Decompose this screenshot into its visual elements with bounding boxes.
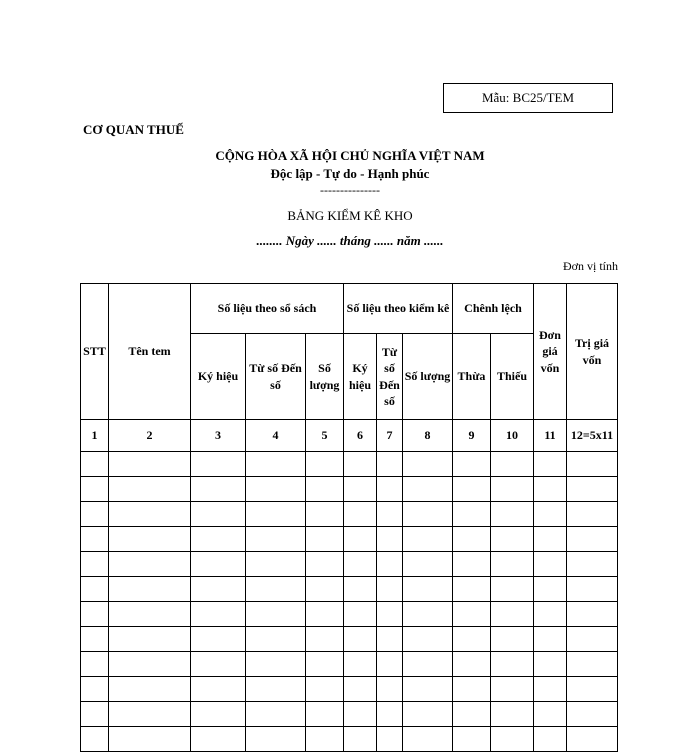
table-row <box>81 477 618 502</box>
table-cell <box>567 627 618 652</box>
motto: Độc lập - Tự do - Hạnh phúc <box>270 166 430 181</box>
header-row-1 <box>81 284 618 334</box>
table-cell <box>81 627 109 652</box>
table-cell <box>191 627 246 652</box>
table-cell <box>534 702 567 727</box>
table-cell <box>81 702 109 727</box>
table-cell <box>344 527 377 552</box>
empty-rows <box>81 452 618 752</box>
table-cell <box>246 677 306 702</box>
table-cell <box>246 627 306 652</box>
table-cell <box>453 452 491 477</box>
nation-title: CỘNG HÒA XÃ HỘI CHỦ NGHĨA VIỆT NAM <box>215 148 485 163</box>
table-cell <box>344 727 377 752</box>
table-cell <box>491 552 534 577</box>
table-row <box>81 627 618 652</box>
table-cell <box>306 627 344 652</box>
table-cell <box>109 677 191 702</box>
column-number: 3 <box>191 420 246 452</box>
books-symbol-header: Ký hiệu <box>191 334 246 420</box>
table-row <box>81 502 618 527</box>
form-code-box <box>443 83 613 113</box>
table-cell <box>344 452 377 477</box>
table-cell <box>109 527 191 552</box>
table-cell <box>403 702 453 727</box>
table-cell <box>109 602 191 627</box>
books-group-header: Số liệu theo sổ sách <box>191 284 344 334</box>
table-cell <box>377 477 403 502</box>
table-cell <box>109 702 191 727</box>
surplus-header: Thừa <box>453 334 491 420</box>
table-cell <box>403 502 453 527</box>
table-cell <box>246 577 306 602</box>
table-cell <box>81 502 109 527</box>
column-number: 9 <box>453 420 491 452</box>
shortage-header: Thiếu <box>491 334 534 420</box>
table-cell <box>191 452 246 477</box>
table-cell <box>81 477 109 502</box>
table-cell <box>377 552 403 577</box>
table-cell <box>81 677 109 702</box>
table-cell <box>491 627 534 652</box>
date-line: ........ Ngày ...... tháng ...... năm ...... <box>256 233 444 248</box>
table-cell <box>246 452 306 477</box>
table-cell <box>567 602 618 627</box>
table-cell <box>246 552 306 577</box>
table-cell <box>344 702 377 727</box>
table-cell <box>491 652 534 677</box>
table-cell <box>109 727 191 752</box>
table-cell <box>377 577 403 602</box>
table-cell <box>191 552 246 577</box>
table-cell <box>491 527 534 552</box>
table-cell <box>403 627 453 652</box>
table-cell <box>344 602 377 627</box>
table-cell <box>534 602 567 627</box>
books-qty-header: Số lượng <box>306 334 344 420</box>
table-row <box>81 652 618 677</box>
table-cell <box>377 527 403 552</box>
table-cell <box>81 577 109 602</box>
table-cell <box>567 452 618 477</box>
table-cell <box>191 677 246 702</box>
table-cell <box>377 502 403 527</box>
table-cell <box>453 677 491 702</box>
table-cell <box>246 602 306 627</box>
table-cell <box>567 577 618 602</box>
inventory-qty-header: Số lượng <box>403 334 453 420</box>
table-cell <box>344 477 377 502</box>
table-cell <box>377 602 403 627</box>
table-cell <box>344 577 377 602</box>
table-cell <box>491 502 534 527</box>
table-cell <box>377 702 403 727</box>
table-cell <box>306 727 344 752</box>
table-cell <box>306 702 344 727</box>
table-cell <box>567 727 618 752</box>
table-cell <box>403 452 453 477</box>
inventory-range-header: Từ số Đến số <box>377 334 403 420</box>
agency-name: CƠ QUAN THUẾ <box>83 122 184 137</box>
table-cell <box>491 477 534 502</box>
table-cell <box>377 677 403 702</box>
unit-label: Đơn vị tính <box>562 259 618 273</box>
table-cell <box>403 727 453 752</box>
table-cell <box>344 652 377 677</box>
table-cell <box>81 552 109 577</box>
table-cell <box>491 452 534 477</box>
books-range-header: Từ số Đến số <box>246 334 306 420</box>
table-cell <box>491 727 534 752</box>
table-cell <box>453 702 491 727</box>
table-cell <box>534 477 567 502</box>
table-cell <box>109 627 191 652</box>
table-cell <box>491 677 534 702</box>
table-cell <box>81 452 109 477</box>
table-cell <box>403 602 453 627</box>
column-number: 12=5x11 <box>567 420 618 452</box>
table-cell <box>344 552 377 577</box>
table-cell <box>306 452 344 477</box>
table-row <box>81 527 618 552</box>
table-cell <box>534 727 567 752</box>
table-cell <box>534 652 567 677</box>
table-cell <box>81 727 109 752</box>
table-cell <box>306 552 344 577</box>
inventory-table <box>80 283 618 752</box>
inventory-group-header: Số liệu theo kiểm kê <box>344 284 453 334</box>
table-cell <box>246 702 306 727</box>
table-row <box>81 577 618 602</box>
column-number: 2 <box>109 420 191 452</box>
column-number: 1 <box>81 420 109 452</box>
table-cell <box>403 552 453 577</box>
table-cell <box>344 502 377 527</box>
table-cell <box>567 477 618 502</box>
table-cell <box>534 452 567 477</box>
table-cell <box>403 652 453 677</box>
table-cell <box>453 652 491 677</box>
table-cell <box>344 627 377 652</box>
table-cell <box>81 527 109 552</box>
table-cell <box>191 602 246 627</box>
table-cell <box>246 502 306 527</box>
table-cell <box>491 602 534 627</box>
table-cell <box>81 652 109 677</box>
table-cell <box>246 477 306 502</box>
table-cell <box>534 527 567 552</box>
table-cell <box>191 502 246 527</box>
table-cell <box>377 452 403 477</box>
table-cell <box>246 652 306 677</box>
table-cell <box>403 677 453 702</box>
table-cell <box>403 477 453 502</box>
table-cell <box>567 527 618 552</box>
table-cell <box>306 602 344 627</box>
col-name-header: Tên tem <box>109 284 191 420</box>
table-cell <box>306 477 344 502</box>
table-row <box>81 727 618 752</box>
table-row <box>81 452 618 477</box>
column-number: 8 <box>403 420 453 452</box>
column-number: 5 <box>306 420 344 452</box>
table-cell <box>491 702 534 727</box>
table-cell <box>191 702 246 727</box>
separator-line: --------------- <box>320 183 380 197</box>
table-cell <box>453 527 491 552</box>
table-cell <box>306 527 344 552</box>
table-cell <box>491 577 534 602</box>
table-cell <box>109 652 191 677</box>
table-cell <box>377 627 403 652</box>
unit-price-header: Đơn giá vốn <box>534 284 567 420</box>
table-cell <box>191 477 246 502</box>
form-code: Mẫu: BC25/TEM <box>481 90 575 105</box>
table-cell <box>403 527 453 552</box>
table-cell <box>377 727 403 752</box>
table-cell <box>534 552 567 577</box>
diff-group-header: Chênh lệch <box>453 284 534 334</box>
table-cell <box>109 502 191 527</box>
table-cell <box>306 652 344 677</box>
table-row <box>81 677 618 702</box>
table-cell <box>453 477 491 502</box>
table-cell <box>306 502 344 527</box>
col-stt-header: STT <box>81 284 109 420</box>
table-cell <box>403 577 453 602</box>
table-cell <box>109 452 191 477</box>
table-cell <box>344 677 377 702</box>
table-cell <box>534 577 567 602</box>
table-cell <box>191 727 246 752</box>
table-cell <box>453 627 491 652</box>
table-cell <box>453 502 491 527</box>
column-number: 10 <box>491 420 534 452</box>
table-cell <box>534 627 567 652</box>
table-row <box>81 552 618 577</box>
table-cell <box>109 552 191 577</box>
table-cell <box>567 677 618 702</box>
table-cell <box>81 602 109 627</box>
table-cell <box>246 527 306 552</box>
table-cell <box>306 677 344 702</box>
table-cell <box>377 652 403 677</box>
table-cell <box>191 577 246 602</box>
value-header: Trị giá vốn <box>567 284 618 420</box>
column-number: 4 <box>246 420 306 452</box>
table-cell <box>306 577 344 602</box>
document-title: BẢNG KIỂM KÊ KHO <box>287 208 413 223</box>
table-cell <box>534 502 567 527</box>
column-number: 11 <box>534 420 567 452</box>
table-cell <box>246 727 306 752</box>
table-cell <box>453 552 491 577</box>
table-cell <box>567 652 618 677</box>
column-number: 7 <box>377 420 403 452</box>
table-row <box>81 702 618 727</box>
table-cell <box>567 702 618 727</box>
table-cell <box>191 652 246 677</box>
table-cell <box>109 477 191 502</box>
column-number-row <box>81 420 618 452</box>
table-cell <box>109 577 191 602</box>
column-number: 6 <box>344 420 377 452</box>
table-cell <box>191 527 246 552</box>
table-cell <box>567 552 618 577</box>
table-row <box>81 602 618 627</box>
table-cell <box>453 577 491 602</box>
table-cell <box>567 502 618 527</box>
table-cell <box>453 727 491 752</box>
inventory-symbol-header: Ký hiệu <box>344 334 377 420</box>
table-cell <box>534 677 567 702</box>
table-cell <box>453 602 491 627</box>
